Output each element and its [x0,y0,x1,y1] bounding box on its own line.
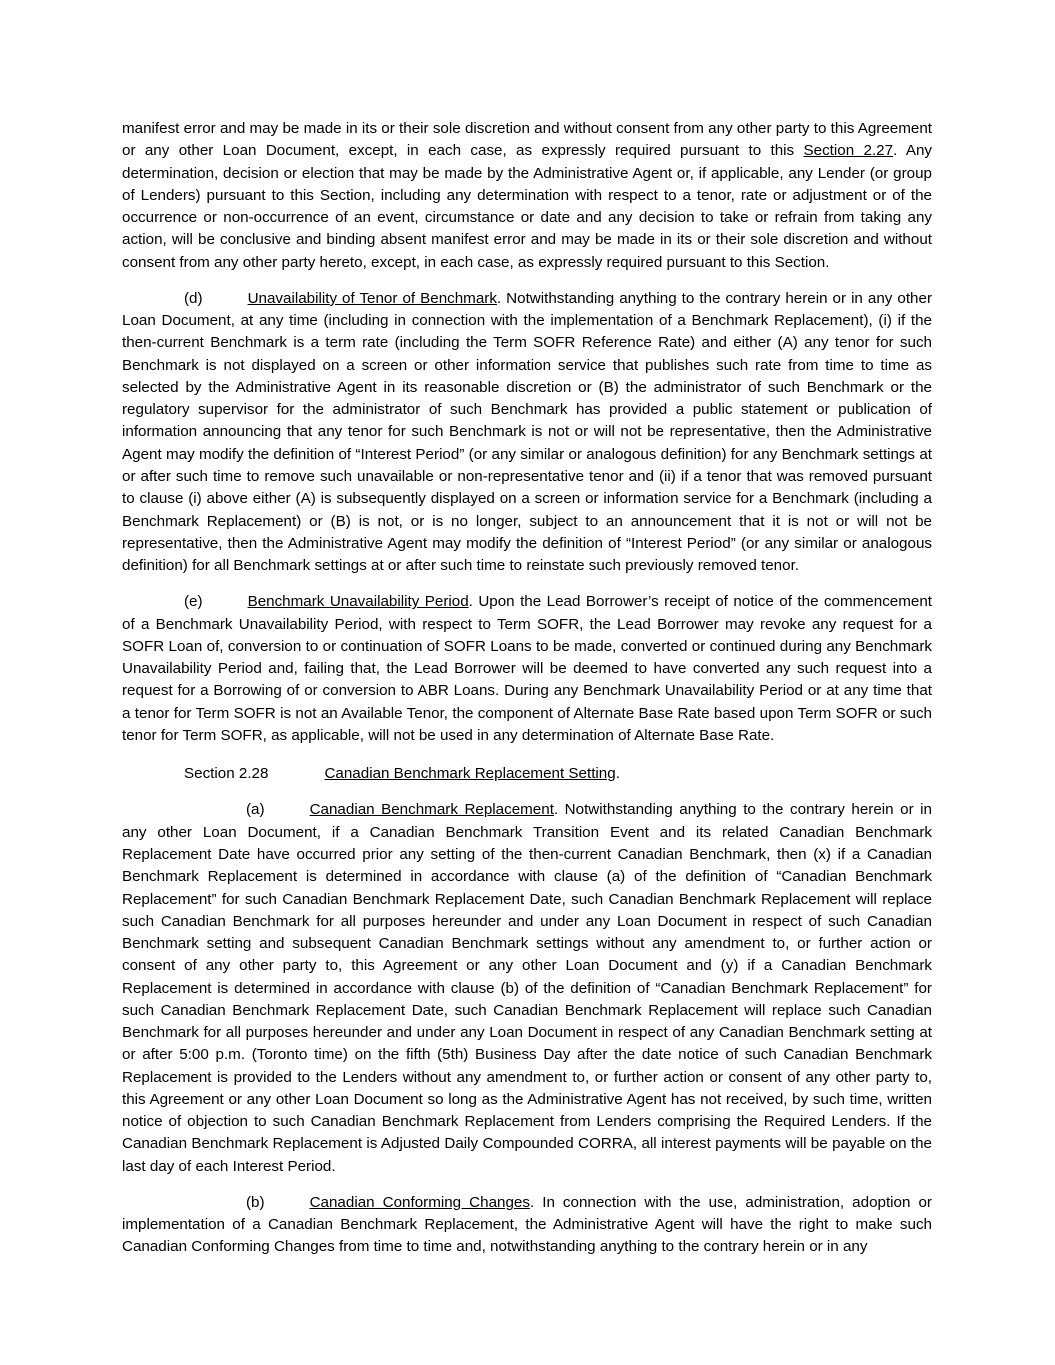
defined-term: Benchmark Unavailability Period [247,593,469,611]
section-heading-228 [122,763,932,785]
para-a-canadian-benchmark-replacement [122,799,932,1178]
text-run: . Notwithstanding anything to the contrary herein or in any other Loan Document, if a Canadian Benchmark Transition Event and its related Canadian Benchmark Replacement Date have occurred prior any setting of the then-current Canadian Benchmark, then (x) if a Canadian Benchmark Replacement is determined in accordance with clause (a) of the definition of “Canadian Benchmark Replacement” for such Canadian Benchmark Replacement Date, such Canadian Benchmark Replacement will replace such Canadian Benchmark for all purposes hereunder and under any Loan Document in respect of such Canadian Benchmark setting and subsequent Canadian Benchmark settings without any amendment to, or further action or consent of any other party to, this Agreement or any other Loan Document and (y) if a Canadian Benchmark Replacement is determined in accordance with clause (b) of the definition of “Canadian Benchmark Replacement” for such Canadian Benchmark Replacement Date, such Canadian Benchmark Replacement will replace such Canadian Benchmark for all purposes hereunder and under any Loan Document in respect of any Canadian Benchmark setting at or after 5:00 p.m. (Toronto time) on the fifth (5th) Business Day after the date notice of such Canadian Benchmark Replacement is provided to the Lenders without any amendment to, or further action or consent of any other party to, this Agreement or any other Loan Document so long as the Administrative Agent has not received, by such time, written notice of objection to such Canadian Benchmark Replacement from Lenders comprising the Required Lenders. If the Canadian Benchmark Replacement is Adjusted Daily Compounded CORRA, all interest payments will be payable on the last day of each Interest Period. [122,801,932,1175]
text-run: . Upon the Lead Borrower’s receipt of notice of the commencement of a Benchmark Unavailability Period, with respect to Term SOFR, the Lead Borrower may revoke any request for a SOFR Loan of, conversion to or continuation of SOFR Loans to be made, converted or continued during any Benchmark Unavailability Period and, failing that, the Lead Borrower will be deemed to have converted any such request into a request for a Borrowing of or conversion to ABR Loans. During any Benchmark Unavailability Period or at any time that a tenor for Term SOFR is not an Available Tenor, the component of Alternate Base Rate based upon Term SOFR or such tenor for Term SOFR, as applicable, will not be used in any determination of Alternate Base Rate. [122,593,932,744]
text-run: . Notwithstanding anything to the contrary herein or in any other Loan Document, at any time (including in connection with the implementation of a Benchmark Replacement), (i) if the then-current Benchmark is a term rate (including the Term SOFR Reference Rate) and either (A) any tenor for such Benchmark is not displayed on a screen or other information service that publishes such rate from time to time as selected by the Administrative Agent in its reasonable discretion or (B) the administrator of such Benchmark or the regulatory supervisor for the administrator of such Benchmark has provided a public statement or publication of information announcing that any tenor for such Benchmark is not or will not be representative, then the Administrative Agent may modify the definition of “Interest Period” (or any similar or analogous definition) for any Benchmark settings at or after such time to remove such unavailable or non-representative tenor and (ii) if a tenor that was removed pursuant to clause (i) above either (A) is subsequently displayed on a screen or information service for a Benchmark (including a Benchmark Replacement) or (B) is not, or is no longer, subject to an announcement that it is not or will not be representative, then the Administrative Agent may modify the definition of “Interest Period” (or any similar or analogous definition) for all Benchmark settings at or after such time to reinstate such previously removed tenor. [122,289,933,575]
text-run: . [615,765,620,783]
tab-space [268,763,324,785]
para-d-unavailability-tenor [122,288,932,577]
tab-space [203,288,248,310]
document-body [122,118,932,1259]
para-e-benchmark-unavailability-period [122,591,932,747]
text-run: (d) [184,289,203,307]
text-run: . In connection with the use, administration, adoption or implementation of a Canadian Benchmark Replacement, the Administrative Agent will have the right to make such Canadian Conforming Changes from time to time and, notwithstanding anything to the contrary herein or in any [122,1193,932,1256]
para-b-canadian-conforming-changes [122,1192,932,1259]
defined-term: Canadian Conforming Changes [309,1193,530,1211]
text-run: Section 2.28 [184,765,269,783]
tab-space [265,1192,310,1214]
para-continued [122,118,932,274]
text-run: (a) [246,801,265,819]
defined-term: Section 2.27 [803,142,894,160]
defined-term: Canadian Benchmark Replacement Setting [324,765,616,783]
defined-term: Unavailability of Tenor of Benchmark [247,289,497,307]
defined-term: Canadian Benchmark Replacement [309,801,554,819]
tab-space [265,799,310,821]
text-run: (b) [246,1193,265,1211]
tab-space [203,591,248,613]
text-run: . Any determination, decision or election that may be made by the Administrative Agent or, if applicable, any Lender (or group of Lenders) pursuant to this Section, including any determination with respect to a tenor, rate or adjustment or of the occurrence or non-occurrence of an event, circumstance or date and any decision to take or refrain from taking any action, will be conclusive and binding absent manifest error and may be made in its or their sole discretion and without consent from any other party hereto, except, in each case, as expressly required pursuant to this Section. [122,142,932,271]
text-run: manifest error and may be made in its or their sole discretion and without consent from any other party to this Agreement or any other Loan Document, except, in each case, as expressly required pursuant to this [122,120,932,160]
text-run: (e) [184,593,203,611]
